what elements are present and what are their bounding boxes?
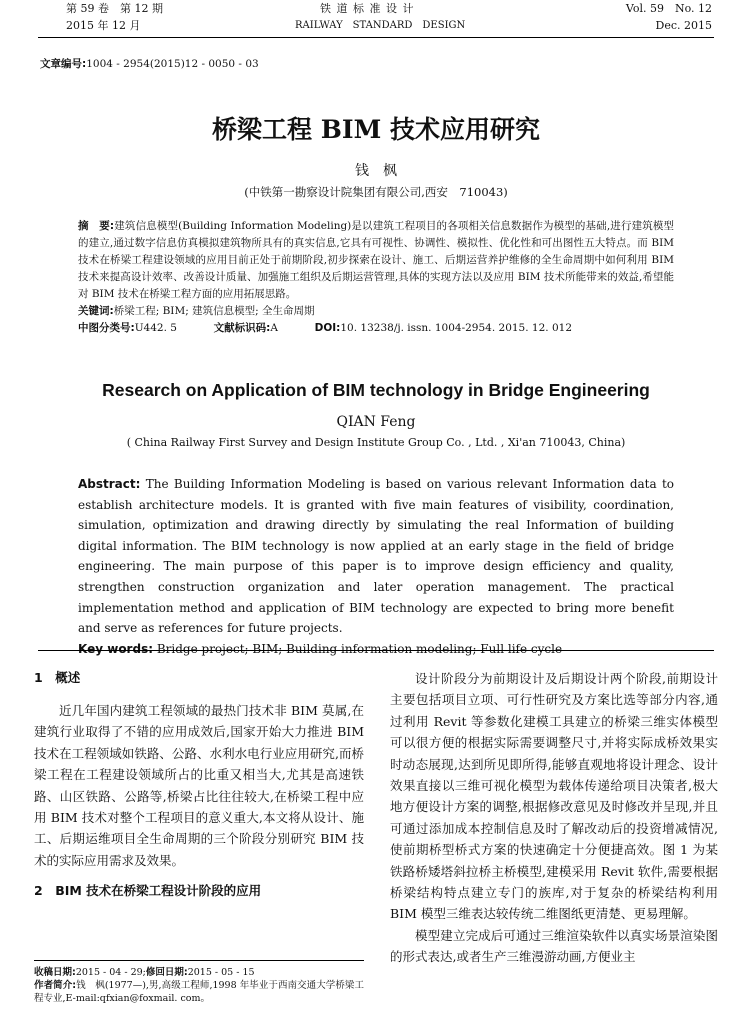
author-cn: 钱 枫 [355,163,397,179]
abstract-en [78,474,674,659]
header-rule [38,37,714,38]
left-column [34,666,364,903]
keywords-cn-text: 桥梁工程; BIM; 建筑信息模型; 全生命周期 [113,305,315,317]
journal-name-cn: 铁 道 标 准 设 计 [320,2,415,15]
journal-date-en: Dec. 2015 [655,19,712,32]
section-2-heading: 2 BIM 技术在桥梁工程设计阶段的应用 [34,883,262,899]
abstract-en-text: The Building Information Modeling is based on various relevant Information data to establish architecture models. It is granted with five main features of visibility, coordination, simulation, optimization and drawing directly by simulating the real Information of building digital information. The BIM technology is now applied at an early stage in the field of bridge engineering. The main purpose of this paper is to improve design efficiency and quality, strengthen construction organization and later operation management. The practical implementation method and application of BIM technology are expected to bring more benefit and serve as references for future projects. [78,477,674,636]
abstract-cn [78,218,674,337]
keywords-cn-label: 关键词: [78,305,114,317]
keywords-en-label: Key words: [78,641,154,656]
right-column [390,668,718,1022]
abstract-cn-text: 建筑信息模型(Building Information Modeling)是以建筑工程项目的各项相关信息数据作为模型的基础,进行建筑模型的建立,通过数字信息仿真模拟建筑物所具有的真实信息,它具有可视性、协调性、模拟性、优化性和可出图性五大特点。而 BIM 技术在桥梁工程建设领域的应用目前正处于前期阶段,初步探索在设计、施工、后期运营养护维修的全生命周期中如何利用 BIM 技术来提高设计效率、改善设计质量、加强施工组织及后期运营管理,具体的实现方法以及应用 BIM 技术所能带来的效益,希望能对 BIM 技术在桥梁工程方面的应用拓展思路。 [78,220,675,300]
abstract-en-label: Abstract: [78,477,141,491]
title-cn: 桥梁工程 BIM 技术应用研究 [212,115,540,144]
revised-date: 2015 - 05 - 15 [187,967,255,978]
keywords-en-text: Bridge project; BIM; Building information modeling; Full life cycle [156,641,563,656]
affiliation-cn: (中铁第一勘察设计院集团有限公司,西安 710043) [244,185,508,199]
doi-label: DOI: [314,322,341,334]
title-en: Research on Application of BIM technology in Bridge Engineering [102,380,650,400]
footnote-rule [34,960,364,961]
clc-label: 中图分类号: [78,322,135,334]
clc-value: U442. 5 [134,322,177,334]
abstract-cn-label: 摘 要: [78,220,115,232]
footnote [34,966,364,1005]
journal-date: 2015 年 12 月 [66,19,141,32]
affiliation-en: ( China Railway First Survey and Design Institute Group Co. , Ltd. , Xi'an 710043, China) [126,436,626,449]
doi-value: 10. 13238/j. issn. 1004-2954. 2015. 12. 012 [340,322,572,334]
bio-label: 作者简介: [34,980,77,991]
received-date: 2015 - 04 - 29; [75,967,146,978]
section-1-heading: 1 概述 [34,670,81,685]
right-paragraph-1: 设计阶段分为前期设计及后期设计两个阶段,前期设计主要包括项目立项、可行性研究及方案比选等部分内容,通过利用 Revit 等参数化建模工具建立的桥梁三维实体模型可以很方便的根据实际需要调整尺寸,并将实际成桥效果实时动态展现,达到所见即所得,能够直观地将设计理念、设计效果直接以三维可视化模型为载体传递给项目决策者,极大地方便设计方案的调整,根据修改意见及时修改并呈现,并且可通过添加成本控制信息及时了解改动后的投资增减情况,使前期桥型桥式方案的快速确定十分便捷高效。图 1 为某铁路桥矮塔斜拉桥主桥模型,建模采用 Revit 软件,需要根据桥梁结构特点建立专门的族库,对于复杂的桥梁结构利用 BIM 模型三维表达较传统二维图纸更清楚、更易理解。 [390,671,718,922]
doc-code-label: 文献标识码: [213,322,271,334]
section-1-paragraph: 近几年国内建筑工程领域的最热门技术非 BIM 莫属,在建筑行业取得了不错的应用成效后,国家开始大力推进 BIM 技术在工程领域如铁路、公路、水利水电行业应用研究,而桥梁工程在工程建设领域所占的比重又相当大,尤其是高速铁路、山区铁路、公路等,桥梁占比往往较大,在桥梁工程中应用 BIM 技术对整个工程项目的意义重大,本文将从设计、施工、后期运维项目全生命周期的三个阶段分别研究 BIM 技术的实际应用需求及效果。 [34,703,364,868]
journal-volume-en: Vol. 59 No. 12 [625,2,712,15]
author-bio: 钱 枫(1977—),男,高级工程师,1998 年毕业于西南交通大学桥梁工程专业,E-mail:qfxian@foxmail. com。 [34,980,364,1004]
revised-label: 修回日期: [145,967,188,978]
journal-volume-issue: 第 59 卷 第 12 期 [66,2,163,15]
journal-name-en: RAILWAY STANDARD DESIGN [295,20,466,31]
article-id-line [40,56,259,71]
article-id: 1004 - 2954(2015)12 - 0050 - 03 [86,58,259,70]
abstract-rule [38,650,714,651]
author-en: QIAN Feng [336,414,416,430]
right-paragraph-2: 模型建立完成后可通过三维渲染软件以真实场景渲染图的形式表达,或者生产三维漫游动画,方便业主 [390,927,718,965]
doc-code-value: A [270,322,278,334]
article-id-label: 文章编号: [40,58,87,70]
received-label: 收稿日期: [34,967,76,978]
